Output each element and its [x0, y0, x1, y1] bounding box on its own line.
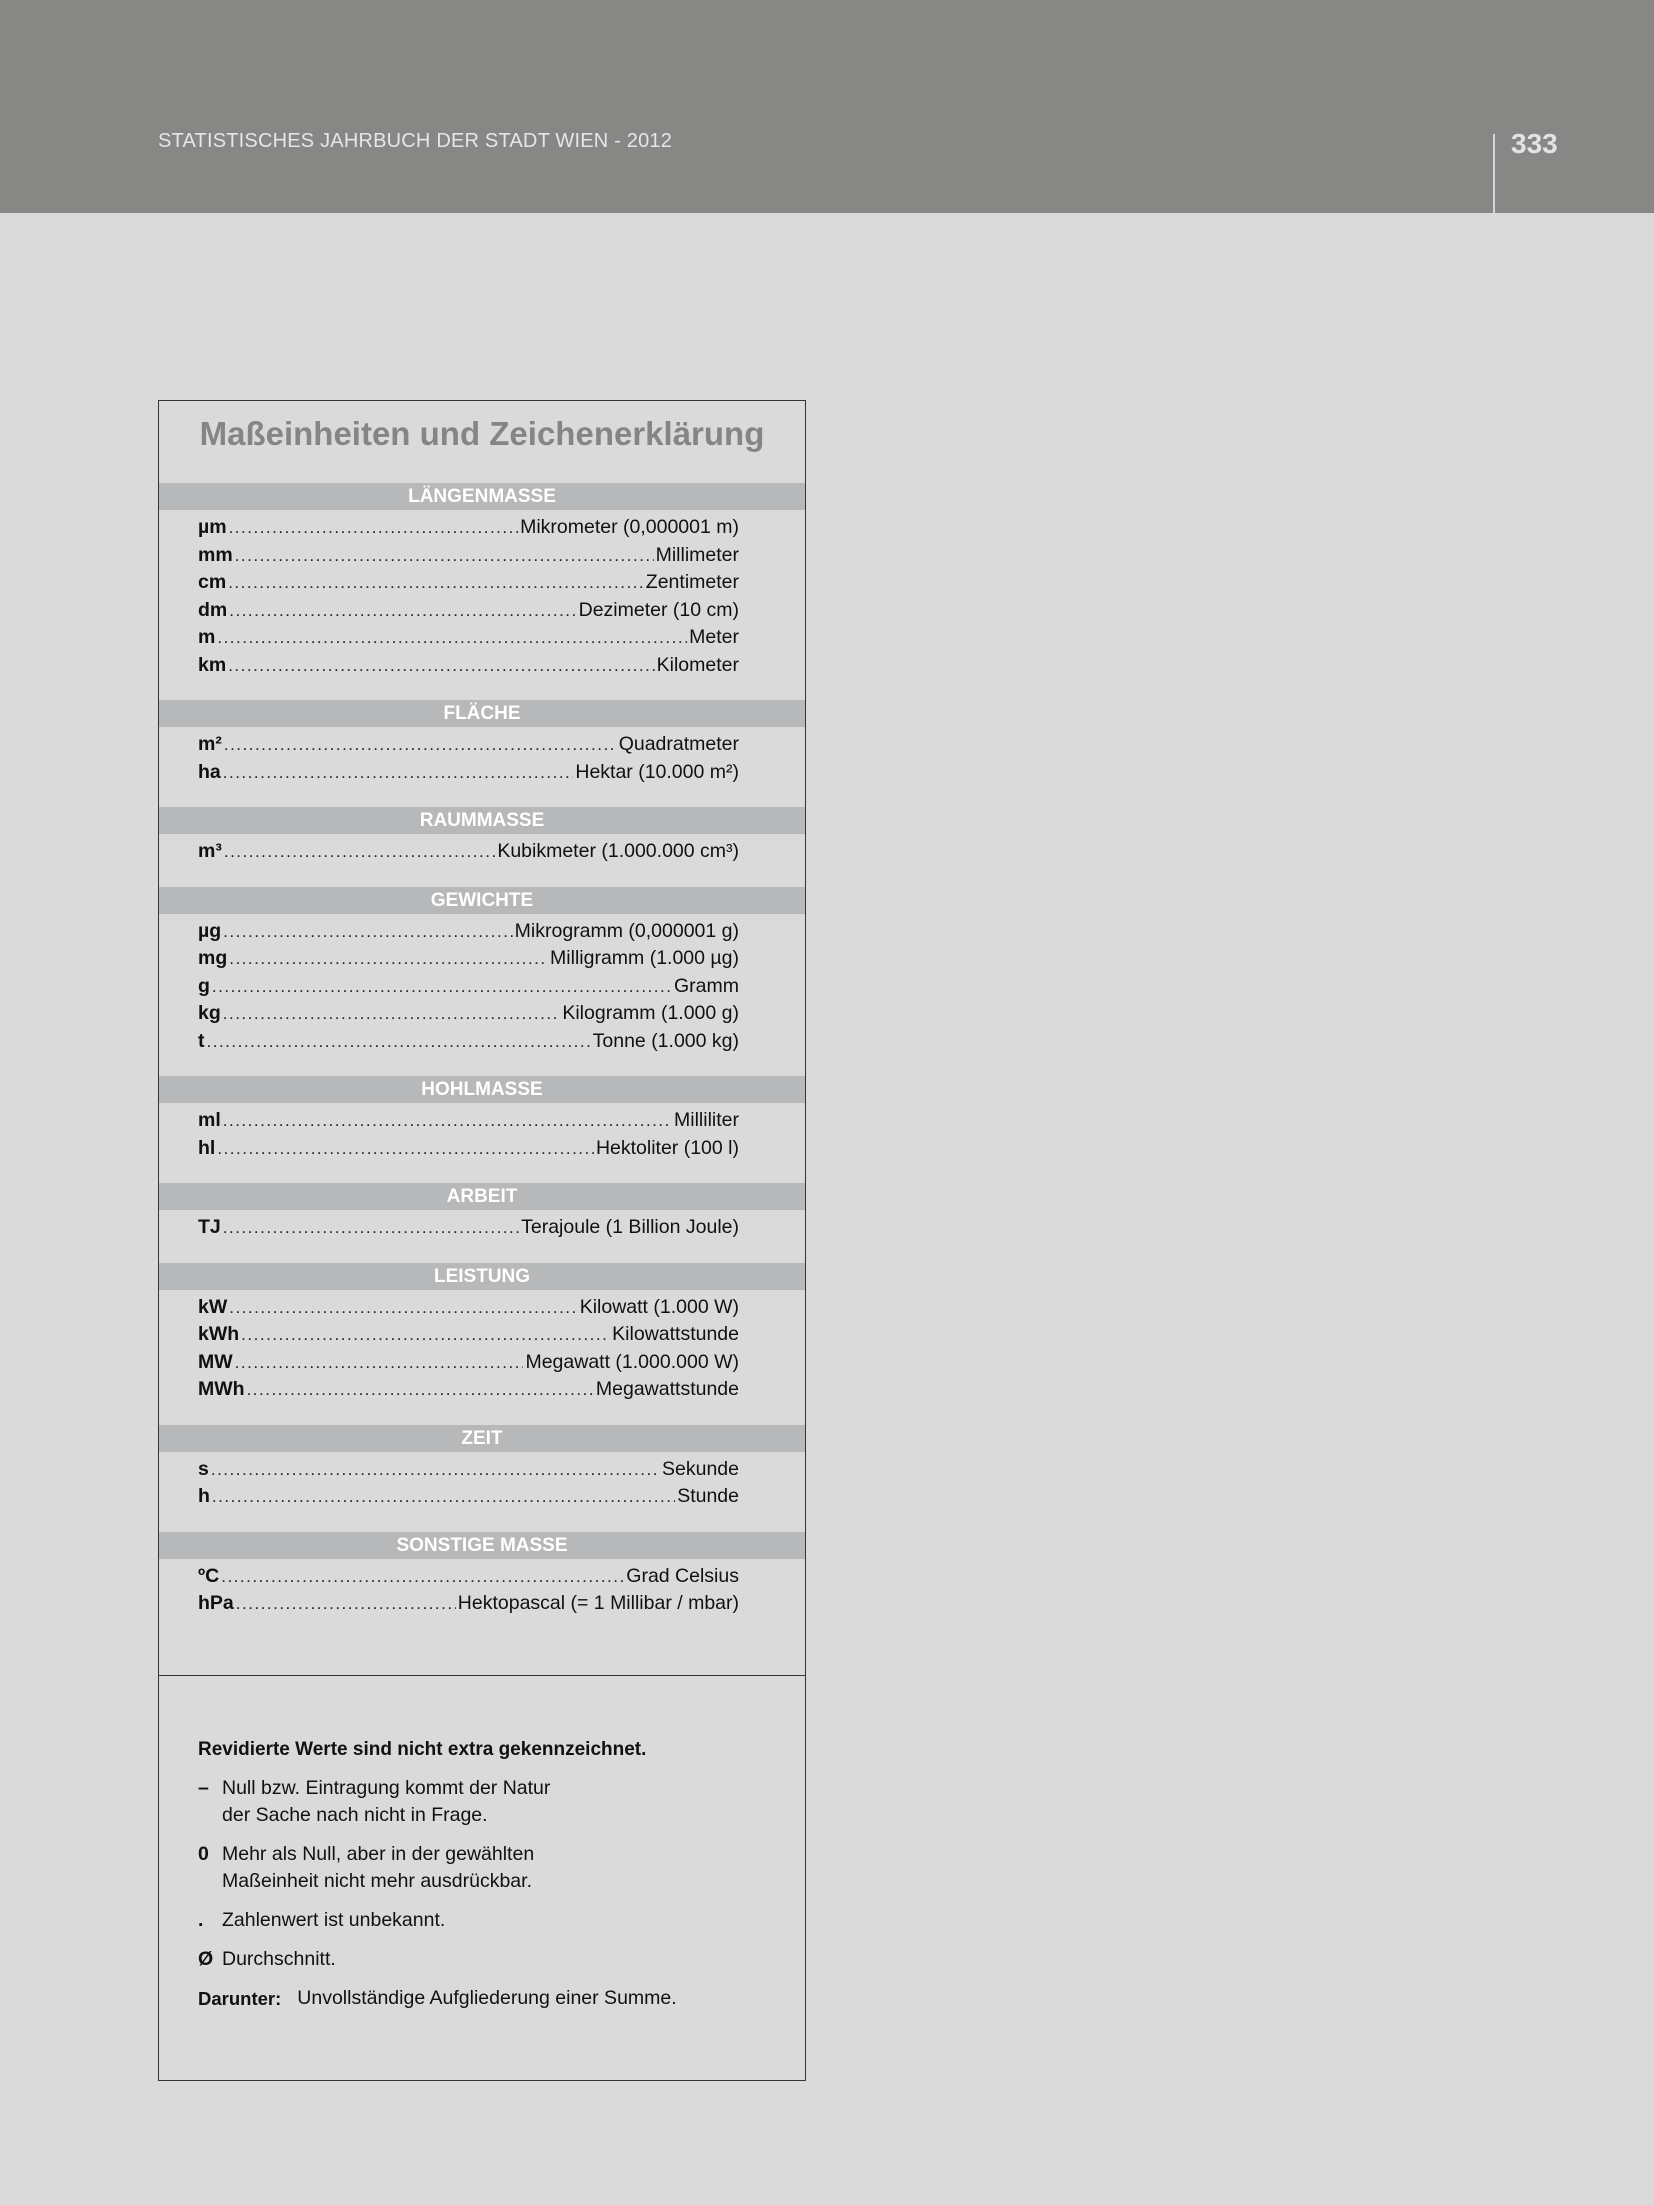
- dot-leader: [221, 1567, 624, 1587]
- unit-row: [198, 1565, 739, 1593]
- section-heading: ZEIT: [159, 1425, 805, 1452]
- unit-description: Kubikmeter (1.000.000 cm³): [497, 840, 739, 862]
- unit-abbreviation: TJ: [198, 1216, 221, 1238]
- unit-abbreviation: g: [198, 974, 210, 997]
- unit-description: Milligramm (1.000 µg): [550, 947, 739, 969]
- unit-section: [159, 1076, 805, 1164]
- page-number: 333: [1511, 128, 1558, 159]
- notes: [198, 1739, 768, 2012]
- dot-leader: [241, 1325, 610, 1345]
- legend-title: Maßeinheiten und Zeichenerklärung: [199, 415, 765, 452]
- section-heading: ARBEIT: [159, 1183, 805, 1210]
- unit-abbreviation: t: [198, 1029, 205, 1052]
- unit-section: [159, 1263, 805, 1406]
- unit-section: [159, 1532, 805, 1620]
- dot-leader: [211, 1460, 660, 1480]
- dot-leader: [229, 1298, 577, 1318]
- unit-row: [198, 947, 739, 975]
- unit-row: [198, 840, 739, 868]
- dot-leader: [229, 949, 548, 969]
- dot-leader: [228, 656, 654, 676]
- unit-description: Milliliter: [674, 1109, 739, 1131]
- unit-row: [198, 1378, 739, 1406]
- unit-description: Meter: [689, 626, 739, 648]
- unit-abbreviation: µg: [198, 919, 222, 942]
- unit-abbreviation: MWh: [198, 1378, 245, 1400]
- dot-leader: [224, 735, 617, 755]
- unit-section: [159, 807, 805, 868]
- header-divider: [1493, 134, 1495, 213]
- dot-leader: [235, 1353, 524, 1373]
- note-symbol: 0: [198, 1843, 209, 1865]
- dot-leader: [212, 1487, 675, 1507]
- section-heading: HOHLMASSE: [159, 1076, 805, 1103]
- unit-description: Megawattstunde: [595, 1378, 739, 1400]
- dot-leader: [223, 763, 574, 783]
- unit-row: [198, 1216, 739, 1244]
- unit-section: [159, 1425, 805, 1513]
- unit-description: Kilogramm (1.000 g): [562, 1002, 739, 1024]
- unit-description: Kilometer: [656, 653, 739, 676]
- unit-description: Mikrogramm (0,000001 g): [514, 919, 739, 942]
- note-symbol: –: [198, 1777, 209, 1799]
- section-heading: RAUMMASSE: [159, 807, 805, 834]
- unit-abbreviation: ml: [198, 1109, 221, 1131]
- unit-row: [198, 1458, 739, 1486]
- unit-row: [198, 1351, 739, 1379]
- dot-leader: [229, 601, 576, 621]
- unit-row: [198, 733, 739, 761]
- dot-leader: [229, 518, 519, 538]
- section-heading: SONSTIGE MASSE: [159, 1532, 805, 1559]
- note-text: Unvollständige Aufgliederung einer Summe.: [297, 1987, 677, 2009]
- note-item: [198, 1775, 768, 1829]
- unit-abbreviation: kW: [198, 1295, 228, 1318]
- unit-description: Mikrometer (0,000001 m): [520, 516, 739, 538]
- note-item: [198, 1946, 768, 1973]
- section-heading: GEWICHTE: [159, 887, 805, 914]
- dot-leader: [223, 1111, 672, 1131]
- units-list: [159, 483, 805, 1639]
- dot-leader: [212, 977, 672, 997]
- unit-abbreviation: µm: [198, 516, 227, 538]
- dot-leader: [236, 1594, 456, 1614]
- unit-description: Quadratmeter: [618, 733, 739, 755]
- unit-row: [198, 571, 739, 599]
- note-text: Null bzw. Eintragung kommt der Natur der Sache nach nicht in Frage.: [222, 1777, 551, 1826]
- unit-row: [198, 544, 739, 572]
- section-heading: LEISTUNG: [159, 1263, 805, 1290]
- unit-description: Millimeter: [655, 543, 739, 566]
- unit-abbreviation: h: [198, 1485, 210, 1507]
- dot-leader: [217, 1139, 594, 1159]
- unit-abbreviation: km: [198, 653, 227, 676]
- note-text: Durchschnitt.: [222, 1948, 336, 1970]
- unit-row: [198, 1592, 739, 1620]
- unit-row: [198, 599, 739, 627]
- note-label: Darunter:: [198, 1988, 282, 2009]
- unit-abbreviation: m³: [198, 840, 222, 862]
- unit-description: Terajoule (1 Billion Joule): [521, 1216, 739, 1238]
- note-item: [198, 1841, 768, 1895]
- dot-leader: [228, 573, 644, 593]
- unit-abbreviation: ºC: [198, 1564, 220, 1587]
- dot-leader: [235, 546, 654, 566]
- unit-description: Grad Celsius: [626, 1564, 739, 1587]
- dot-leader: [223, 922, 513, 942]
- section-heading: FLÄCHE: [159, 700, 805, 727]
- note-symbol: Ø: [198, 1948, 214, 1970]
- unit-row: [198, 1002, 739, 1030]
- unit-description: Kilowatt (1.000 W): [579, 1295, 739, 1318]
- unit-description: Hektoliter (100 l): [595, 1136, 739, 1159]
- unit-abbreviation: hl: [198, 1136, 216, 1159]
- dot-leader: [223, 1004, 561, 1024]
- unit-description: Gramm: [674, 974, 739, 997]
- unit-section: [159, 700, 805, 788]
- unit-row: [198, 1485, 739, 1513]
- unit-row: [198, 516, 739, 544]
- box-divider: [159, 1675, 805, 1676]
- unit-description: Zentimeter: [645, 571, 739, 593]
- unit-abbreviation: hPa: [198, 1592, 234, 1614]
- unit-abbreviation: MW: [198, 1350, 233, 1373]
- unit-abbreviation: ha: [198, 760, 221, 783]
- note-item: [198, 1907, 768, 1934]
- unit-abbreviation: mm: [198, 543, 233, 566]
- page-header: [0, 0, 1654, 213]
- note-text: Zahlenwert ist unbekannt.: [222, 1909, 446, 1931]
- header-title: STATISTISCHES JAHRBUCH DER STADT WIEN - 2012: [158, 130, 673, 152]
- unit-description: Hektopascal (= 1 Millibar / mbar): [457, 1592, 739, 1614]
- unit-abbreviation: dm: [198, 598, 228, 621]
- unit-abbreviation: kg: [198, 1002, 221, 1024]
- section-heading: LÄNGENMASSE: [159, 483, 805, 510]
- unit-row: [198, 920, 739, 948]
- unit-abbreviation: m²: [198, 733, 222, 755]
- dot-leader: [224, 842, 495, 862]
- dot-leader: [207, 1032, 591, 1052]
- unit-description: Kilowattstunde: [612, 1323, 739, 1345]
- unit-row: [198, 975, 739, 1003]
- unit-row: [198, 1030, 739, 1058]
- unit-description: Dezimeter (10 cm): [578, 598, 739, 621]
- unit-abbreviation: s: [198, 1457, 209, 1480]
- notes-heading: Revidierte Werte sind nicht extra gekennzeichnet.: [198, 1739, 647, 1760]
- unit-abbreviation: mg: [198, 947, 228, 969]
- unit-section: [159, 1183, 805, 1244]
- dot-leader: [217, 628, 687, 648]
- unit-abbreviation: cm: [198, 571, 227, 593]
- unit-row: [198, 1109, 739, 1137]
- note-text: Mehr als Null, aber in der gewählten Maßeinheit nicht mehr ausdrückbar.: [222, 1843, 535, 1892]
- unit-row: [198, 626, 739, 654]
- unit-description: Hektar (10.000 m²): [575, 760, 739, 783]
- unit-row: [198, 1137, 739, 1165]
- unit-abbreviation: kWh: [198, 1323, 240, 1345]
- unit-row: [198, 654, 739, 682]
- unit-description: Sekunde: [662, 1457, 739, 1480]
- unit-abbreviation: m: [198, 626, 216, 648]
- note-symbol: .: [198, 1909, 204, 1931]
- unit-description: Stunde: [677, 1485, 739, 1507]
- unit-description: Megawatt (1.000.000 W): [525, 1350, 739, 1373]
- unit-row: [198, 1323, 739, 1351]
- note-items: [198, 1775, 768, 1973]
- unit-description: Tonne (1.000 kg): [592, 1029, 739, 1052]
- unit-section: [159, 483, 805, 681]
- unit-section: [159, 887, 805, 1058]
- note-darunter: [198, 1985, 768, 2012]
- legend-box: [158, 400, 806, 2081]
- unit-row: [198, 1296, 739, 1324]
- unit-row: [198, 761, 739, 789]
- dot-leader: [247, 1380, 594, 1400]
- dot-leader: [223, 1218, 519, 1238]
